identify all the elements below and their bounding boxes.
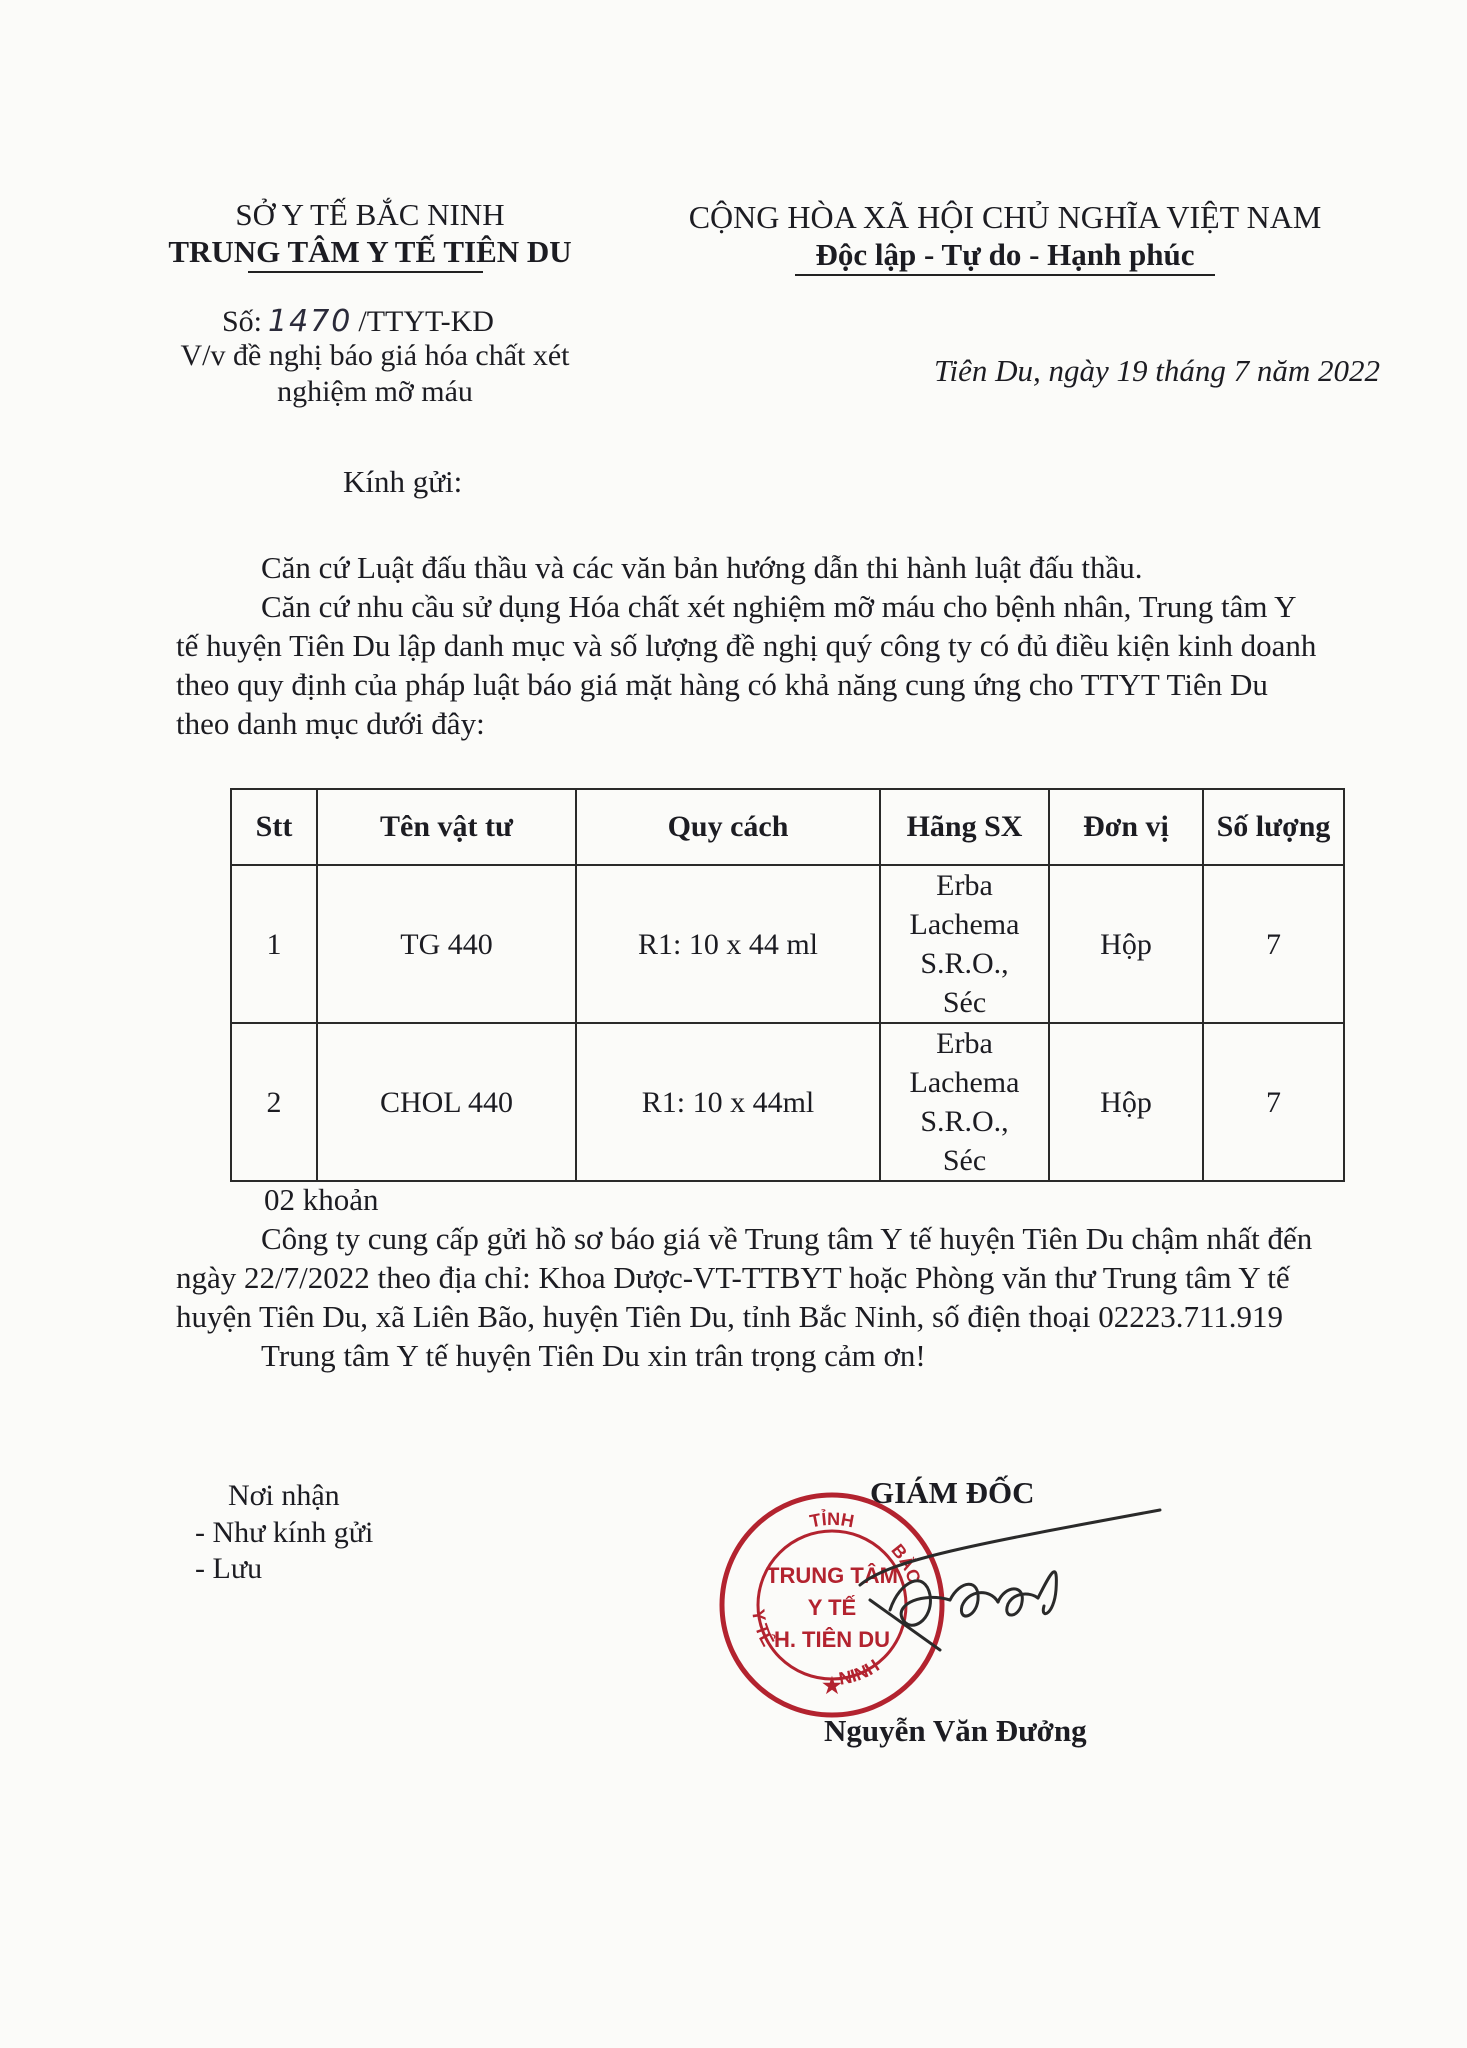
recipients-label: Nơi nhận [228, 1479, 340, 1512]
header-unit: Đơn vị [1049, 789, 1203, 865]
maker-line: Erba [936, 869, 993, 902]
stamp-line-2: Y TẾ [807, 1595, 857, 1620]
stamp-line-1: TRUNG TÂM [766, 1563, 898, 1588]
header-qty: Số lượng [1203, 789, 1344, 865]
maker-line: Séc [942, 986, 987, 1019]
cell-maker [880, 865, 1049, 1023]
paragraph-closing [176, 1180, 1321, 1375]
stamp-ring-left: Y TẾ [747, 1607, 779, 1650]
document-subject [165, 338, 585, 410]
number-prefix: Số: [222, 305, 263, 338]
cell-qty: 7 [1203, 865, 1344, 1023]
recipient-item: - Lưu [195, 1552, 263, 1585]
maker-line: S.R.O., [920, 947, 1009, 980]
handwritten-signature [830, 1500, 1170, 1660]
maker-line: Erba [936, 1027, 993, 1060]
number-handwritten: 1470 [268, 304, 353, 339]
items-table [230, 788, 1345, 1182]
stamp-ring-right: BẮC [887, 1540, 925, 1586]
country-name: CỘNG HÒA XÃ HỘI CHỦ NGHĨA VIỆT NAM [688, 199, 1322, 235]
national-motto: Độc lập - Tự do - Hạnh phúc [815, 237, 1195, 272]
subject-line-1: V/v đề nghị báo giá hóa chất xét [180, 339, 570, 372]
stamp-star-icon: ★ [822, 1673, 842, 1698]
subject-line-2: nghiệm mỡ máu [277, 375, 473, 408]
paragraph-3: Công ty cung cấp gửi hồ sơ báo giá về Trung tâm Y tế huyện Tiên Du chậm nhất đến ngày 22/7/2022 theo địa chỉ: Khoa Dược-VT-TTBYT hoặc Phòng văn thư Trung tâm Y tế huyện Tiên Du, xã Liên Bão, huyện Tiên Du, tỉnh Bắc Ninh, số điện thoại 02223.711.919 [176, 1221, 1313, 1334]
maker-line: S.R.O., [920, 1105, 1009, 1138]
cell-qty: 7 [1203, 1023, 1344, 1181]
cell-unit: Hộp [1049, 1023, 1203, 1181]
recipient-item: - Như kính gửi [195, 1516, 374, 1549]
signer-title: GIÁM ĐỐC [870, 1475, 1035, 1510]
cell-stt: 1 [231, 865, 317, 1023]
org-name: TRUNG TÂM Y TẾ TIÊN DU [168, 234, 572, 269]
table-row [231, 865, 1344, 1023]
cell-spec: R1: 10 x 44 ml [576, 865, 880, 1023]
stamp-ring-top: TỈNH [808, 1508, 856, 1532]
cell-spec: R1: 10 x 44ml [576, 1023, 880, 1181]
paragraph-legal-basis [176, 548, 1321, 743]
org-underline [248, 271, 483, 273]
header-stt: Stt [231, 789, 317, 865]
recipients-list [195, 1515, 373, 1587]
paragraph-2: Căn cứ nhu cầu sử dụng Hóa chất xét nghiệm mỡ máu cho bệnh nhân, Trung tâm Y tế huyện Tiên Du lập danh mục và số lượng đề nghị quý công ty có đủ điều kiện kinh doanh theo quy định của pháp luật báo giá mặt hàng có khả năng cung ứng cho TTYT Tiên Du theo danh mục dưới đây: [176, 589, 1317, 741]
cell-stt: 2 [231, 1023, 317, 1181]
motto-underline [795, 274, 1215, 276]
signer-name: Nguyễn Văn Đưởng [824, 1713, 1087, 1748]
maker-line: Séc [942, 1144, 987, 1177]
table-header-row [231, 789, 1344, 865]
item-count: 02 khoản [264, 1182, 379, 1217]
cell-name: CHOL 440 [317, 1023, 576, 1181]
stamp-line-3: H. TIÊN DU [773, 1627, 891, 1652]
table-row [231, 1023, 1344, 1181]
org-parent: SỞ Y TẾ BẮC NINH [235, 197, 505, 232]
cell-unit: Hộp [1049, 865, 1203, 1023]
header-spec: Quy cách [576, 789, 880, 865]
org-header [150, 196, 590, 270]
maker-line: Lachema [909, 908, 1020, 941]
paragraph-4: Trung tâm Y tế huyện Tiên Du xin trân trọng cảm ơn! [261, 1338, 926, 1373]
paragraph-1: Căn cứ Luật đấu thầu và các văn bản hướng dẫn thi hành luật đấu thầu. [261, 550, 1143, 585]
number-suffix: /TTYT-KD [358, 305, 494, 338]
national-header [640, 198, 1370, 273]
document-number [222, 304, 494, 340]
greeting: Kính gửi: [343, 464, 463, 499]
place-date: Tiên Du, ngày 19 tháng 7 năm 2022 [933, 353, 1380, 388]
cell-name: TG 440 [317, 865, 576, 1023]
svg-text:NINH [837, 1655, 883, 1688]
header-name: Tên vật tư [317, 789, 576, 865]
maker-line: Lachema [909, 1066, 1020, 1099]
cell-maker [880, 1023, 1049, 1181]
header-maker: Hãng SX [880, 789, 1049, 865]
stamp-ring-bottom: NINH [837, 1655, 883, 1689]
